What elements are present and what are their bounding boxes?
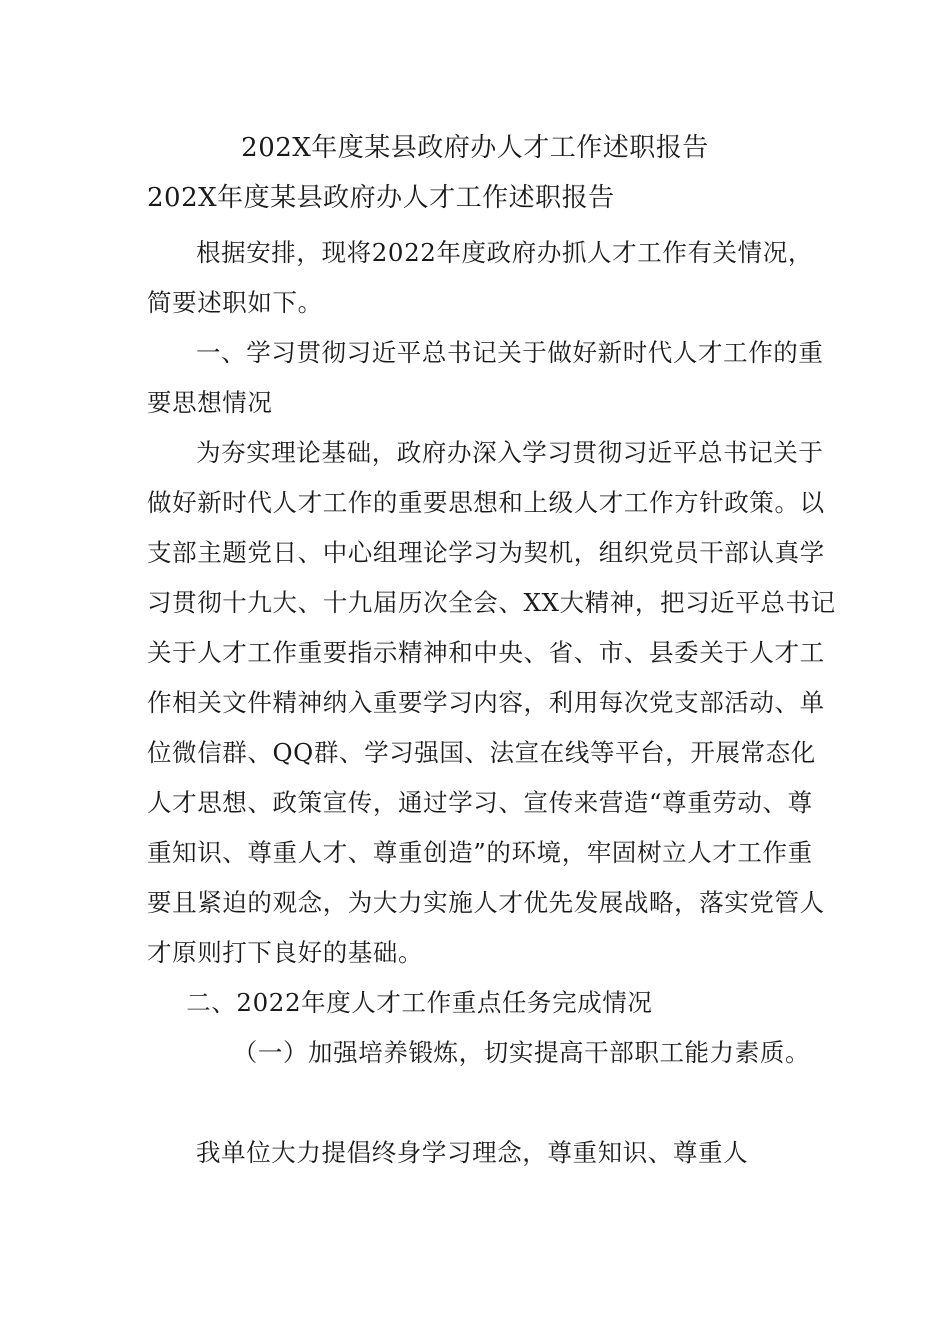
intro-paragraph: 根据安排，现将2022年度政府办抓人才工作有关情况，简要述职如下。 bbox=[147, 238, 813, 317]
document-subtitle: 202X年度某县政府办人才工作述职报告 bbox=[147, 183, 615, 213]
section2-heading: 二、2022年度人才工作重点任务完成情况 bbox=[186, 988, 653, 1017]
section1-heading: 一、学习贯彻习近平总书记关于做好新时代人才工作的重要思想情况 bbox=[147, 338, 824, 417]
section1-body-paragraph: 为夯实理论基础，政府办深入学习贯彻习近平总书记关于做好新时代人才工作的重要思想和上级人才工作方针政策。以支部主题党日、中心组理论学习为契机，组织党员干部认真学习贯彻十九大、十九届历次全会、XX大精神，把习近平总书记关于人才工作重要指示精神和中央、省、市、县委关于人才工作相关文件精神纳入重要学习内容，利用每次党支部活动、单位微信群、QQ群、学习强国、法宣在线等平台，开展常态化人才思想、政策宣传，通过学习、宣传来营造“尊重劳动、尊重知识、尊重人才、尊重创造”的环境，牢固树立人才工作重要且紧迫的观念，为大力实施人才优先发展战略，落实党管人才原则打下良好的基础。 bbox=[147, 438, 836, 967]
section2-subheading-1: （一）加强培养锻炼，切实提高干部职工能力素质。 bbox=[232, 1038, 811, 1067]
section2-sub1-body-paragraph: 我单位大力提倡终身学习理念，尊重知识、尊重人 bbox=[196, 1138, 749, 1167]
document-body bbox=[147, 228, 837, 1178]
document-title: 202X年度某县政府办人才工作述职报告 bbox=[241, 133, 709, 163]
